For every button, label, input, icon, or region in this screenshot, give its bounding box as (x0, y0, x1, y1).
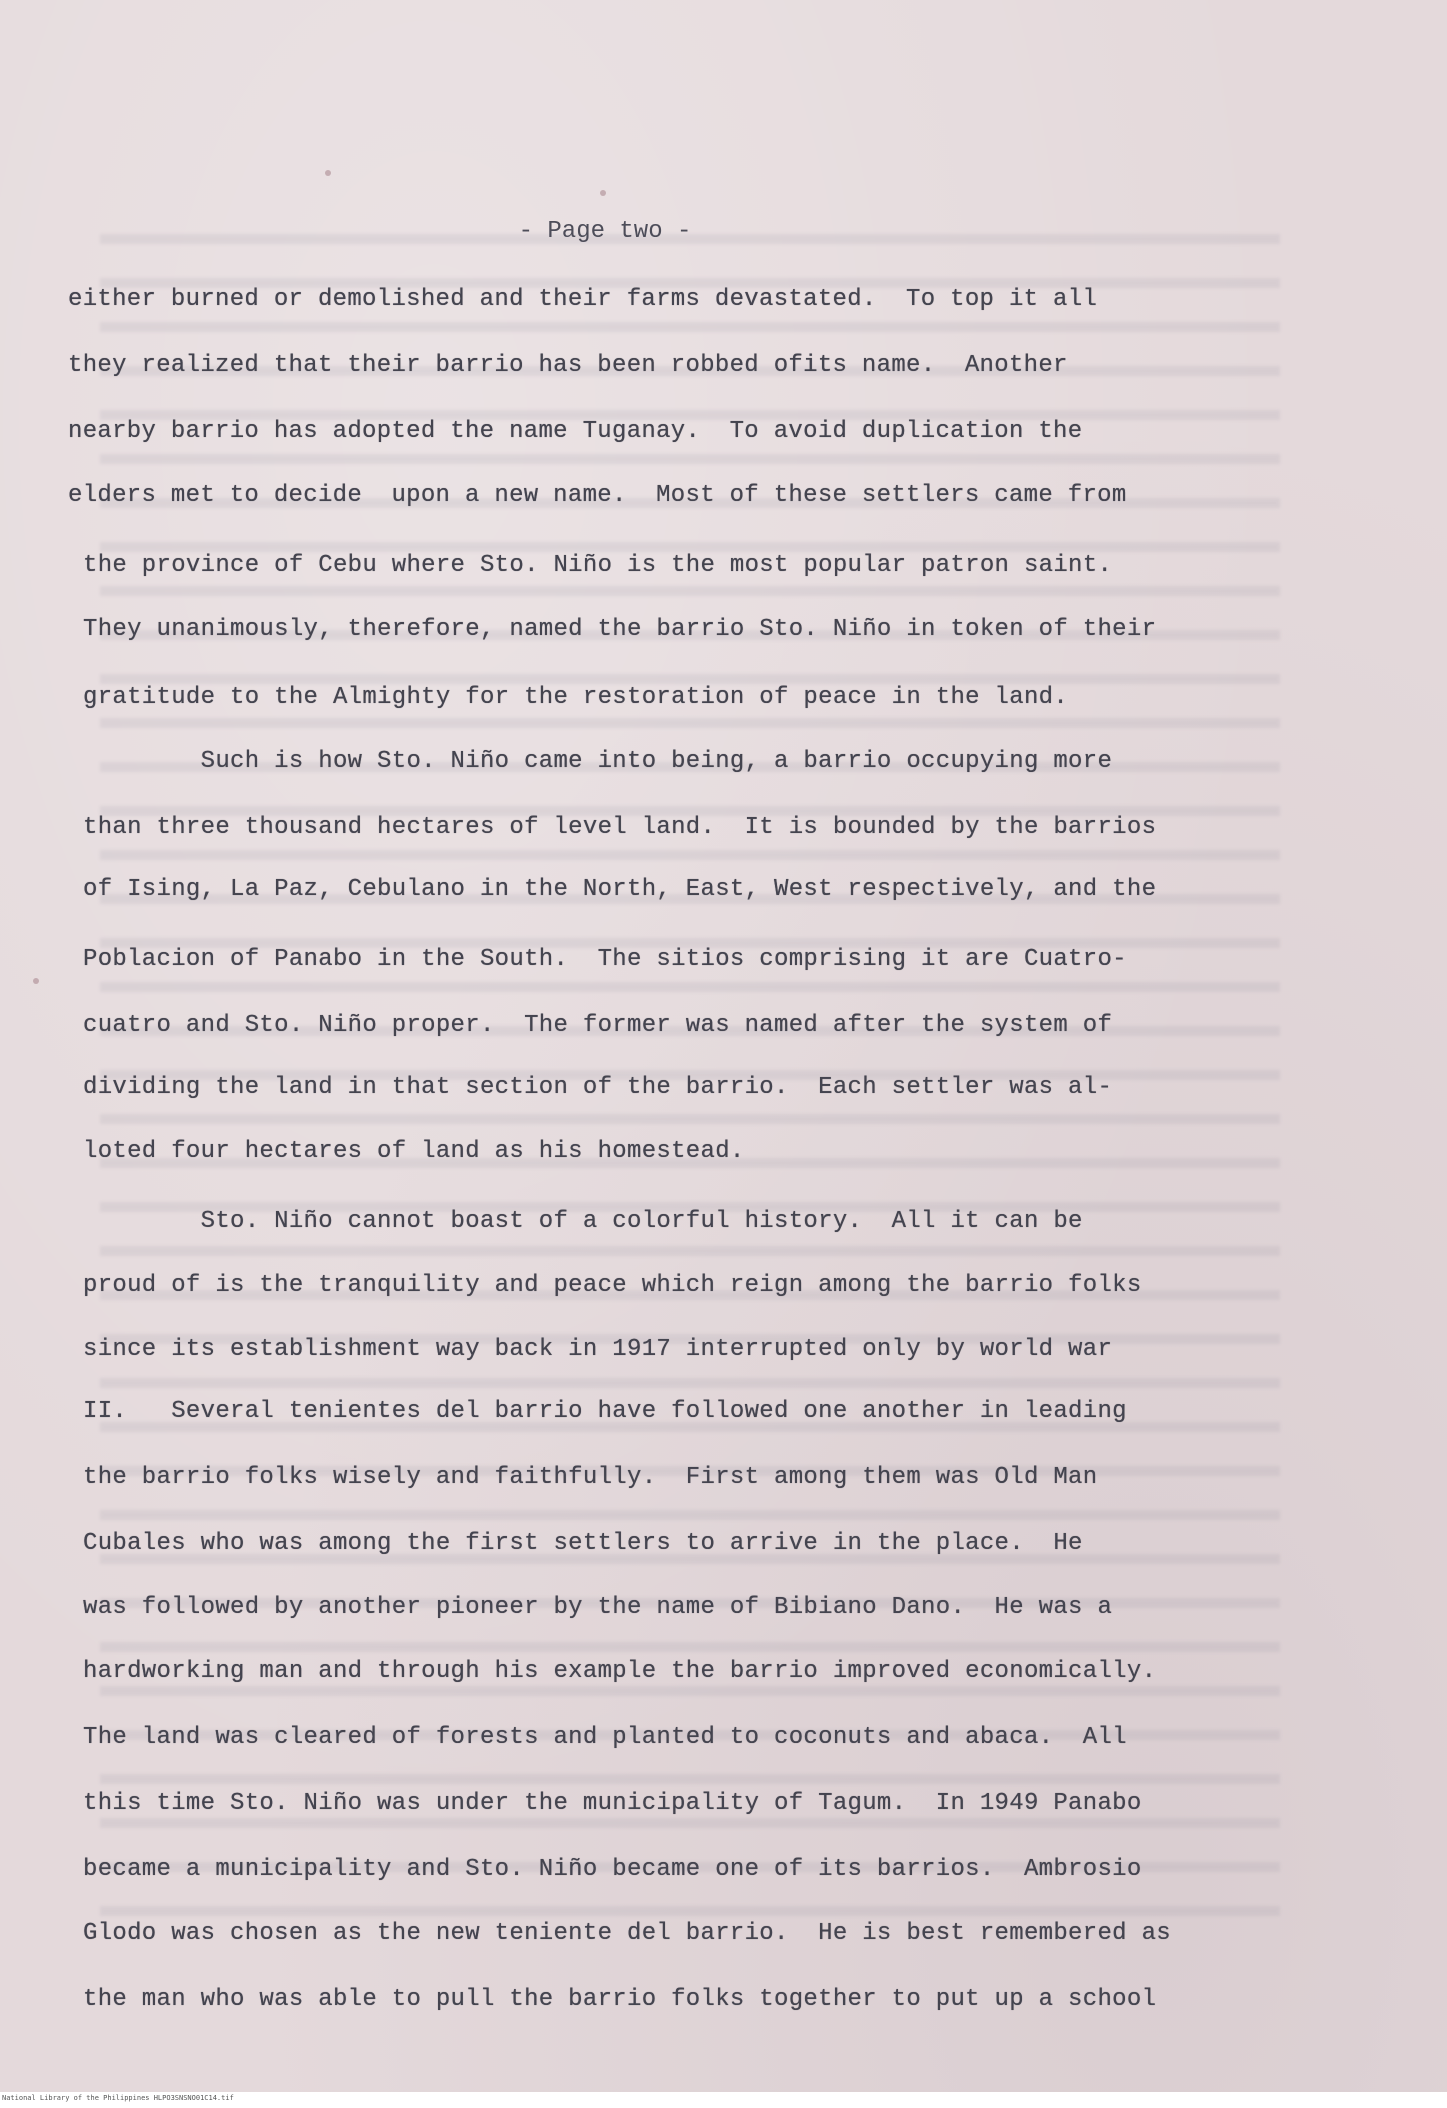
text-line: they realized that their barrio has been robbed ofits name. Another (68, 352, 1068, 379)
text-line: became a municipality and Sto. Niño became one of its barrios. Ambrosio (83, 1856, 1142, 1883)
paper-speck (33, 978, 39, 984)
text-line: than three thousand hectares of level land. It is bounded by the barrios (83, 814, 1157, 841)
text-line: elders met to decide upon a new name. Most of these settlers came from (68, 482, 1127, 509)
text-line: the man who was able to pull the barrio folks together to put up a school (83, 1986, 1157, 2013)
text-line: dividing the land in that section of the barrio. Each settler was al- (83, 1074, 1113, 1101)
text-line: was followed by another pioneer by the name of Bibiano Dano. He was a (83, 1594, 1113, 1621)
text-line: the province of Cebu where Sto. Niño is the most popular patron saint. (83, 552, 1113, 579)
text-line: Sto. Niño cannot boast of a colorful history. All it can be (83, 1208, 1083, 1235)
text-line: of Ising, La Paz, Cebulano in the North, East, West respectively, and the (83, 876, 1157, 903)
text-line: Cubales who was among the first settlers to arrive in the place. He (83, 1530, 1083, 1557)
text-line: either burned or demolished and their farms devastated. To top it all (68, 286, 1098, 313)
text-line: Such is how Sto. Niño came into being, a barrio occupying more (83, 748, 1113, 775)
text-line: Poblacion of Panabo in the South. The sitios comprising it are Cuatro- (83, 946, 1127, 973)
text-line: loted four hectares of land as his homestead. (83, 1138, 745, 1165)
text-line: since its establishment way back in 1917 interrupted only by world war (83, 1336, 1113, 1363)
text-line: II. Several tenientes del barrio have followed one another in leading (83, 1398, 1127, 1425)
text-line: cuatro and Sto. Niño proper. The former was named after the system of (83, 1012, 1113, 1039)
text-line: this time Sto. Niño was under the municipality of Tagum. In 1949 Panabo (83, 1790, 1142, 1817)
text-line: the barrio folks wisely and faithfully. First among them was Old Man (83, 1464, 1098, 1491)
paper-speck (325, 170, 331, 176)
text-line: proud of is the tranquility and peace which reign among the barrio folks (83, 1272, 1142, 1299)
text-line: They unanimously, therefore, named the barrio Sto. Niño in token of their (83, 616, 1157, 643)
text-line: hardworking man and through his example the barrio improved economically. (83, 1658, 1157, 1685)
text-line: Glodo was chosen as the new teniente del barrio. He is best remembered as (83, 1920, 1171, 1947)
page-number-heading: - Page two - (518, 218, 692, 245)
text-line: The land was cleared of forests and planted to coconuts and abaca. All (83, 1724, 1127, 1751)
paper-speck (600, 190, 606, 196)
scan-footer-caption: National Library of the Philippines HLPO3SNSNO01C14.tif (2, 2094, 234, 2102)
text-line: nearby barrio has adopted the name Tuganay. To avoid duplication the (68, 418, 1083, 445)
text-line: gratitude to the Almighty for the restoration of peace in the land. (83, 684, 1069, 711)
